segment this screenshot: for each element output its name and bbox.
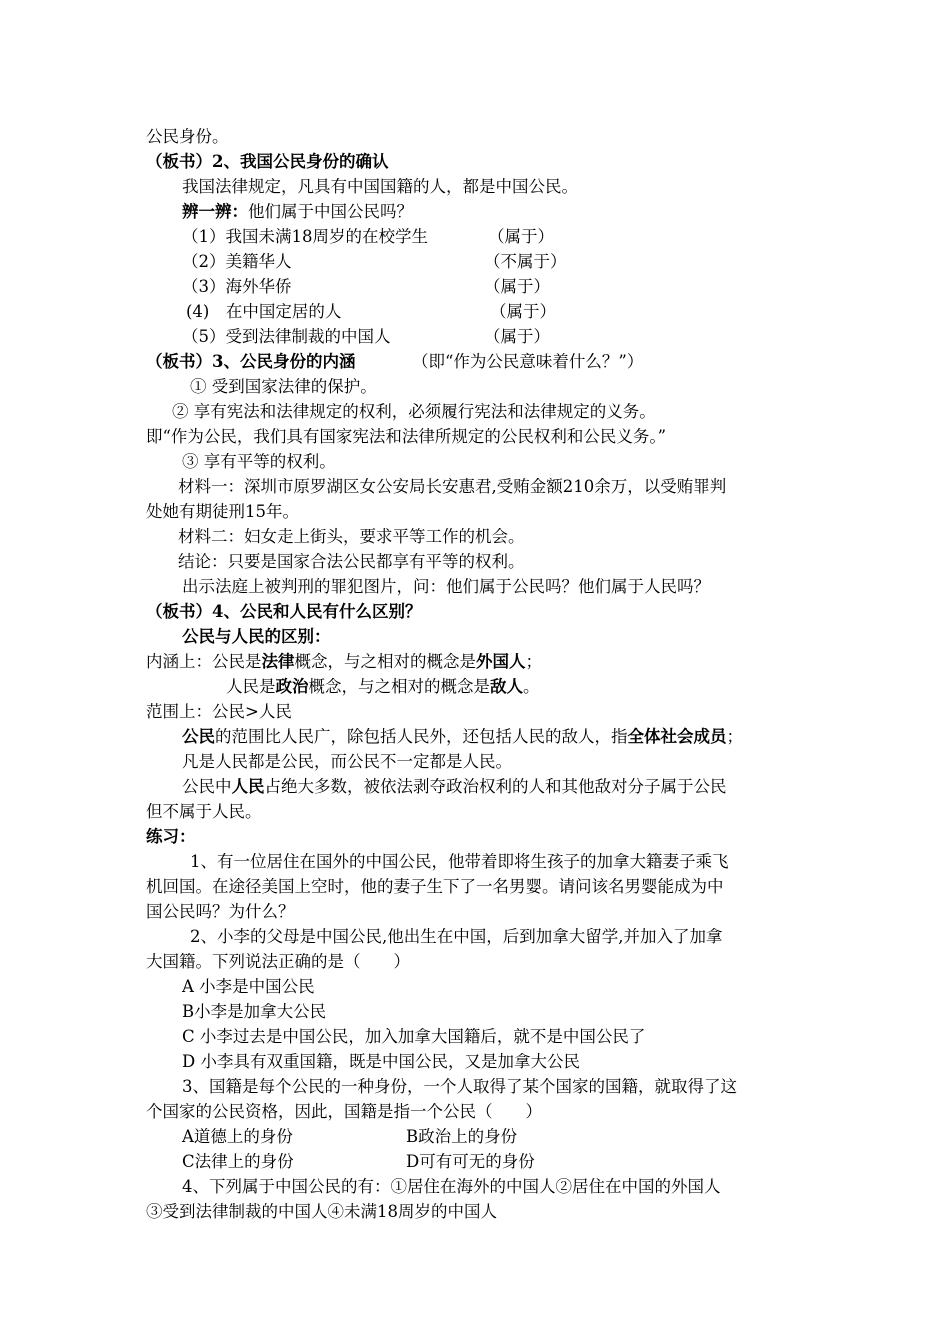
option-c: C法律上的身份	[182, 1152, 294, 1171]
text-line: 国公民吗？为什么？	[146, 902, 295, 921]
text-line	[226, 675, 540, 699]
list-item: （5）受到法律制裁的中国人	[182, 327, 391, 346]
text-line: 材料二：妇女走上街头，要求平等工作的机会。	[178, 527, 525, 546]
list-item: （3）海外华侨	[182, 277, 292, 296]
bold-span: 全体社会成员	[627, 727, 727, 746]
board-heading-3: （板书）3、公民身份的内涵	[146, 352, 356, 371]
board-heading-4: （板书）4、公民和人民有什么区别？	[146, 602, 422, 621]
option-a: A道德上的身份	[182, 1127, 293, 1146]
list-answer: （属于）	[484, 277, 550, 296]
discuss-label: 辨一辨：	[182, 202, 248, 221]
text-span: 的范围比人民广，除包括人民外，还包括人民的敌人，指	[215, 727, 628, 746]
text-line	[182, 725, 743, 749]
text-line: 我国法律规定，凡具有中国国籍的人，都是中国公民。	[182, 177, 578, 196]
text-line: 个国家的公民资格，因此，国籍是指一个公民（ ）	[146, 1102, 542, 1121]
option-d: D 小李具有双重国籍，既是中国公民，又是加拿大公民	[182, 1052, 580, 1071]
text-line: 材料一：深圳市原罗湖区女公安局长安惠君,受贿金额210余万，以受贿罪判	[178, 477, 727, 496]
option-a: A 小李是中国公民	[182, 977, 315, 996]
board-heading-note: （即“作为公民意味着什么？”）	[412, 352, 644, 371]
bold-span: 外国人	[476, 652, 526, 671]
list-item: （1）我国未满18周岁的在校学生	[182, 227, 428, 246]
text-span: 占绝大多数，被依法剥夺政治权利的人和其他敌对分子属于公民	[264, 777, 727, 796]
text-line: 即“作为公民，我们具有国家宪法和法律所规定的公民权利和公民义务。”	[146, 427, 667, 446]
text-span: 。	[523, 677, 540, 696]
text-line: 但不属于人民。	[146, 802, 262, 821]
text-line: 处她有期徒刑15年。	[146, 502, 299, 521]
list-answer: （属于）	[484, 327, 550, 346]
list-item: (4) 在中国定居的人	[186, 302, 342, 321]
option-c: C 小李过去是中国公民，加入加拿大国籍后，就不是中国公民了	[182, 1027, 646, 1046]
list-answer: （不属于）	[484, 252, 567, 271]
bold-span: 法律	[261, 652, 295, 671]
bold-span: 政治	[275, 677, 309, 696]
list-item: （2）美籍华人	[182, 252, 292, 271]
text-line: ③ 享有平等的权利。	[182, 452, 336, 471]
list-answer: （属于）	[490, 302, 556, 321]
text-line: 范围上：公民>人民	[146, 702, 292, 721]
text-line: ② 享有宪法和法律规定的权利，必须履行宪法和法律规定的义务。	[172, 402, 656, 421]
text-line: ① 受到国家法律的保护。	[190, 377, 377, 396]
text-line: 凡是人民都是公民，而公民不一定都是人民。	[182, 752, 512, 771]
text-line: 公民身份。	[146, 127, 229, 146]
question-3: 3、国籍是每个公民的一种身份，一个人取得了某个国家的国籍，就取得了这	[182, 1077, 737, 1096]
text-span: 内涵上：公民是	[146, 652, 262, 671]
board-heading-2: （板书）2、我国公民身份的确认	[146, 152, 389, 171]
text-span: 概念，与之相对的概念是	[294, 652, 476, 671]
text-line: 机回国。在途径美国上空时，他的妻子生下了一名男婴。请问该名男婴能成为中	[146, 877, 724, 896]
text-line	[182, 775, 727, 799]
question-1: 1、有一位居住在国外的中国公民，他带着即将生孩子的加拿大籍妻子乘飞	[190, 852, 729, 871]
text-line: ③受到法律制裁的中国人④未满18周岁的中国人	[146, 1202, 497, 1221]
option-d: D可有可无的身份	[406, 1152, 535, 1171]
discuss-text: 他们属于中国公民吗？	[248, 202, 413, 221]
option-b: B小李是加拿大公民	[182, 1002, 327, 1021]
bold-span: 公民	[182, 727, 215, 746]
bold-span: 人民	[231, 777, 265, 796]
exercise-heading: 练习：	[146, 827, 196, 846]
text-line	[146, 650, 542, 674]
text-span: 人民是	[226, 677, 276, 696]
text-span: ；	[525, 652, 542, 671]
text-line: 出示法庭上被判刑的罪犯图片，问：他们属于公民吗？他们属于人民吗？	[182, 577, 710, 596]
option-b: B政治上的身份	[406, 1127, 518, 1146]
section-subheading: 公民与人民的区别：	[182, 627, 331, 646]
question-2: 2、小李的父母是中国公民,他出生在中国，后到加拿大留学,并加入了加拿	[190, 927, 723, 946]
bold-span: 敌人	[490, 677, 523, 696]
question-4: 4、下列属于中国公民的有：①居住在海外的中国人②居住在中国的外国人	[182, 1177, 721, 1196]
text-span: 公民中	[182, 777, 232, 796]
text-line: 结论：只要是国家合法公民都享有平等的权利。	[178, 552, 525, 571]
discuss-line	[182, 200, 413, 224]
text-line: 大国籍。下列说法正确的是（ ）	[146, 952, 410, 971]
text-span: ；	[726, 727, 743, 746]
list-answer: （属于）	[488, 227, 554, 246]
text-span: 概念，与之相对的概念是	[308, 677, 490, 696]
